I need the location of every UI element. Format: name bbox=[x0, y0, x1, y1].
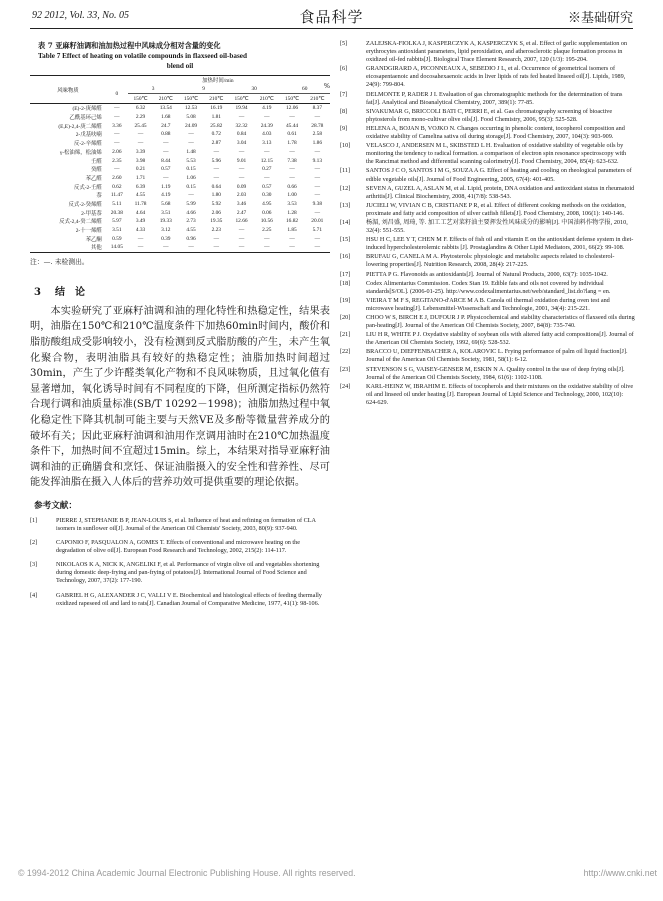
time-col-9: 9 bbox=[178, 85, 229, 94]
stub-header: 风味物质 bbox=[30, 76, 106, 104]
table-cell: — bbox=[163, 174, 169, 181]
reference-text: VELASCO J, ANDERSEN M L, SKIBSTED L H. Evaluation of oxidative stability of vegetable oils by monitoring the tendency to radical formation. a comparison of electron spin resonance spectroscopy with the Rancimat method and differential scanning calorimetry[J]. Food Chemistry, 2004, 85(4): 623-632. bbox=[366, 142, 627, 166]
table-cell: 6.32 bbox=[135, 105, 146, 112]
table-cell: 4.66 bbox=[186, 209, 196, 216]
conclusion-paragraph: 本实验研究了亚麻籽油调和油的理化特性和热稳定性，结果表明，油脂在150℃和210℃温度条件下加热60min时间内，酸价和脂肪酸组成受影响较小，没有检测到反式脂肪酸的产生，未产生氧化聚合物，表明油脂具有较好的热稳定性；油脂加热时间超过30min，产生了少许醛类氧化产物和不良风味物质，且过氧化值有显著增加，氧化诱导时间有不同程度的下降，但所测定指标仍然符合现行调和油质量标准(SB/T 10292－1998)；油脂加热过程中氧化稳定性下降其机制可能主要与天然VE及多酚等微量营养成分的破坏有关；因此亚麻籽油调和油用作烹调用油时在210℃加热温度条件下，加热时间不宜超过15min。综上，本结果对指导亚麻籽油调和油的正确膳食和烹饪、保证油脂摄入的安全性和营养性、尽可能发挥油脂在摄入人体后的营养功效可提供重要的理论依据。 bbox=[30, 305, 330, 489]
reference-text: HSU H C, LEE Y T, CHEN M F. Effects of fish oil and vitamin E on the antioxidant defense system in diet-induced hypercholesterolemic rabbits [J]. Prostaglandins & Other Lipid Mediators, 2001, 66(2): 99-108. bbox=[366, 236, 634, 252]
table-cell: 2.06 bbox=[112, 148, 122, 155]
reference-number: [19] bbox=[340, 296, 351, 304]
table-cell: 1.28 bbox=[287, 209, 297, 216]
reference-text: BRUFAU G, CANELA M A. Phytosterols: physiologic and metabolic aspects related to cholesterol-lowering properties[J]. Nutrition Research, 2008, 28(4): 217-225. bbox=[366, 253, 615, 269]
table-row bbox=[30, 121, 330, 130]
table-cell: 4.55 bbox=[186, 227, 196, 234]
table-cell: 4.55 bbox=[135, 192, 146, 199]
data-table bbox=[30, 75, 330, 253]
reference-number: [6] bbox=[340, 65, 348, 73]
table-cell: 3.12 bbox=[161, 227, 171, 234]
table-cell: 0.06 bbox=[262, 209, 272, 216]
reference-text: DELMONTE P, RADER J I. Evaluation of gas chromatographic methods for the determination of trans fat[J]. Analytical and Bioanalytical Chemistry, 2007, 389(1): 77-85. bbox=[366, 90, 623, 106]
table-cell: 19.94 bbox=[235, 105, 248, 112]
table-cell: — bbox=[314, 192, 321, 199]
table-row bbox=[30, 165, 330, 174]
compound-name: γ-松油烯，松油烯 bbox=[59, 149, 102, 156]
table-cell: 0.57 bbox=[262, 183, 272, 190]
table-cell: 7.38 bbox=[287, 157, 297, 164]
reference-number: [13] bbox=[340, 201, 351, 209]
compound-name: 反式-2-壬醛 bbox=[73, 184, 102, 191]
page-footer bbox=[18, 868, 657, 878]
table-cell: 0.21 bbox=[135, 166, 146, 173]
time-header: 加热时间/min bbox=[106, 76, 330, 85]
table-cell: 2.06 bbox=[211, 209, 221, 216]
temp-header: 150℃ bbox=[229, 94, 254, 104]
reference-number: [3] bbox=[30, 561, 38, 569]
table-cell: — bbox=[314, 235, 321, 242]
table-caption-cn: 表 7 亚麻籽油调和油加热过程中风味成分相对含量的变化 bbox=[38, 41, 221, 50]
table-cell: — bbox=[238, 114, 245, 121]
table-cell: 0.62 bbox=[112, 183, 122, 190]
table-cell: 4.33 bbox=[135, 227, 146, 234]
table-cell: — bbox=[188, 131, 194, 138]
table-cell: — bbox=[264, 174, 270, 181]
table-cell: 5.11 bbox=[112, 200, 122, 207]
table-cell: 4.03 bbox=[262, 131, 272, 138]
compound-name: 反式-2-癸烯醛 bbox=[68, 201, 102, 208]
reference-number: [20] bbox=[340, 314, 351, 321]
table-cell: 3.51 bbox=[112, 227, 122, 234]
reference-text: BRACCO U, DIEFFENBACHER A, KOLAROVIC L. Frying performance of palm oil liquid fraction[J]. Journal of the American Oil Chemists Society, 1981, 58(1): 6-12. bbox=[366, 348, 628, 364]
table-cell: 2.29 bbox=[135, 114, 146, 121]
table-cell: 2.60 bbox=[112, 174, 122, 181]
table-cell: 3.98 bbox=[135, 157, 146, 164]
reference-item bbox=[340, 185, 635, 201]
table-cell: 2.47 bbox=[236, 209, 247, 216]
table-cell: — bbox=[128, 243, 153, 252]
table-row bbox=[30, 208, 330, 217]
temp-header: 210℃ bbox=[204, 94, 229, 104]
table-row bbox=[30, 217, 330, 226]
table-cell: 25.82 bbox=[210, 122, 223, 129]
section-title: 结 论 bbox=[54, 286, 85, 298]
reference-number: [1] bbox=[30, 516, 38, 524]
table-cell: 0.66 bbox=[287, 183, 297, 190]
reference-text: HELENA A, BOJAN B, VOJKO N. Changes occurring in phenolic content, tocopherol composition and oxidative stability of Camelina sativa oil during storage[J]. Food Chemistry, 2007, 104(3): 903-909. bbox=[366, 124, 625, 141]
section-label: ※基础研究 bbox=[567, 11, 633, 26]
table-cell: 16.19 bbox=[210, 105, 223, 112]
reference-number: [4] bbox=[30, 591, 38, 599]
compound-name: 壬醛 bbox=[90, 158, 102, 165]
table-row bbox=[30, 200, 330, 209]
table-cell: — bbox=[204, 243, 229, 252]
copyright-notice: © 1994-2012 China Academic Journal Electronic Publishing House. All rights reserved. bbox=[18, 868, 356, 878]
table-row bbox=[30, 182, 330, 191]
reference-item bbox=[340, 125, 635, 141]
table-cell: 3.46 bbox=[236, 200, 247, 207]
table-cell: — bbox=[314, 174, 321, 181]
table-cell: 0.30 bbox=[262, 192, 272, 199]
table-cell: 28.78 bbox=[311, 122, 324, 129]
table-cell: 10.56 bbox=[260, 218, 273, 225]
reference-number: [15] bbox=[340, 236, 351, 244]
table-cell: 0.15 bbox=[186, 166, 196, 173]
reference-number: [18] bbox=[340, 279, 351, 287]
journal-title: 食品科学 bbox=[299, 8, 364, 26]
table-cell: 0.61 bbox=[287, 131, 297, 138]
table-cell: 16.82 bbox=[285, 218, 299, 225]
table-cell: — bbox=[213, 174, 219, 181]
table-cell: 9.13 bbox=[312, 157, 323, 164]
table-cell: — bbox=[314, 183, 321, 190]
temp-header: 150℃ bbox=[178, 94, 203, 104]
table-cell: 20.01 bbox=[311, 218, 324, 225]
table-row bbox=[30, 156, 330, 165]
reference-item bbox=[340, 65, 635, 89]
reference-number: [5] bbox=[340, 40, 348, 47]
table-cell: 1.19 bbox=[161, 183, 171, 190]
reference-text: SANTOS J C O, SANTOS I M G, SOUZA A G. Effect of heating and cooling on rheological parameters of edible vegetable oils[J]. Journal of Food Engineering, 2005, 67(4): 401-405. bbox=[366, 167, 632, 183]
table-cell: — bbox=[238, 235, 245, 242]
table-row bbox=[30, 234, 330, 243]
table-cell: — bbox=[279, 243, 304, 252]
table-cell: 3.13 bbox=[262, 140, 272, 147]
table-cell: 5.97 bbox=[112, 218, 122, 225]
table-caption-en-line2: blend oil bbox=[166, 62, 194, 70]
temp-header: 150℃ bbox=[279, 94, 304, 104]
table-cell: 1.06 bbox=[186, 174, 196, 181]
reference-number: [17] bbox=[340, 270, 351, 278]
table-cell: 8.37 bbox=[312, 105, 323, 112]
reference-text: ZALEJSKA-FIOLKA J, KASPERCZYK A, KASPERCZYK S, et al. Effect of garlic supplementation on erythrocytes antioxidant parameters, lipid peroxidation, and atherosclerotic plaque formation process in oxidized oil-fed rabbits[J]. Biological Trace Element Research, 2007, 120 (1/3): 195-204. bbox=[366, 40, 628, 64]
table-cell: 2.35 bbox=[112, 157, 122, 164]
table-cell: — bbox=[238, 174, 245, 181]
table-cell: — bbox=[314, 209, 321, 216]
reference-text: SIVAKUMAR G, BRICCOLI BATI C, PERRI E, et al. Gas chromatography screening of bioactive phytosterols from mono-cultivar olive oils[J]. Food Chemistry, 2006, 95(3): 525-528. bbox=[366, 107, 613, 123]
reference-item bbox=[340, 383, 635, 407]
table-cell: 1.85 bbox=[287, 227, 297, 234]
reference-number: [23] bbox=[340, 365, 351, 373]
reference-text: PIERRE J, STEPHANIE B P, JEAN-LOUIS S, et al. Influence of heat and refining on formation of CLA isomers in sunflower oil[J]. Journal of the American Oil Chemists' Society, 2003, 80(9): 937-940. bbox=[56, 516, 316, 532]
table-cell: 2.03 bbox=[236, 192, 247, 199]
table-cell: 1.48 bbox=[186, 148, 196, 155]
table-row bbox=[30, 148, 330, 157]
compound-name: 苯乙酮 bbox=[85, 236, 102, 243]
table-cell: — bbox=[289, 114, 295, 121]
table-cell: — bbox=[153, 243, 178, 252]
table-cell: — bbox=[289, 166, 295, 173]
reference-item bbox=[340, 202, 635, 218]
table-cell: 0.88 bbox=[161, 131, 171, 138]
reference-number: [12] bbox=[340, 184, 351, 192]
reference-number: [7] bbox=[340, 90, 348, 98]
table-cell: 5.08 bbox=[186, 114, 196, 121]
table-cell: 5.96 bbox=[211, 157, 221, 164]
table-cell: 0.39 bbox=[161, 235, 171, 242]
reference-text: CAPONIO F, PASQUALON A, GOMES T. Effects of conventional and microwave heating on the degradation of olive oil[J]. European Food Research and Technology, 2002, 215(2): 114-117. bbox=[56, 539, 300, 555]
table-cell: 0.96 bbox=[186, 235, 196, 242]
table-cell: 14.05 bbox=[106, 243, 128, 252]
table-cell: 0.59 bbox=[112, 235, 122, 242]
table-row bbox=[30, 139, 330, 148]
table-cell: 3.51 bbox=[161, 209, 171, 216]
page-number-volume: 92 2012, Vol. 33, No. 05 bbox=[32, 10, 129, 21]
table-cell: — bbox=[188, 192, 194, 199]
table-cell: 8.44 bbox=[161, 157, 171, 164]
reference-item bbox=[30, 539, 330, 555]
table-row bbox=[30, 113, 330, 122]
table-cell: 24.09 bbox=[184, 122, 198, 129]
page-header bbox=[30, 4, 633, 29]
footer-url: http://www.cnki.net bbox=[583, 868, 657, 878]
table-cell: 0.64 bbox=[211, 183, 221, 190]
reference-text: PIETTA P G. Flavonoids as antioxidants[J]. Journal of Natural Products, 2000, 63(7): 1035-1042. bbox=[366, 270, 608, 278]
table-cell: 0.57 bbox=[161, 166, 171, 173]
table-cell: 24.39 bbox=[260, 122, 273, 129]
reference-item bbox=[340, 91, 635, 107]
table-cell: 6.39 bbox=[135, 183, 146, 190]
table-row bbox=[30, 243, 330, 252]
references-heading: 参考文献： bbox=[34, 500, 77, 511]
table-cell: — bbox=[238, 148, 245, 155]
table-cell: — bbox=[213, 148, 219, 155]
compound-name: 萘 bbox=[96, 193, 102, 200]
reference-text: VIEIRA T M F S, REGITANO-d'ARCE M A B. Canola oil thermal oxidation during oven test and microwave heating[J]. Lebensmittel-Wissenschaft and Technologie, 2001, 34(4): 215-221. bbox=[366, 296, 610, 312]
reference-item bbox=[340, 348, 635, 364]
table-cell: 0.72 bbox=[211, 131, 221, 138]
compound-name: 苯乙醛 bbox=[85, 175, 102, 182]
reference-item bbox=[340, 108, 635, 124]
table-cell: 12.53 bbox=[184, 105, 198, 112]
table-cell: 1.68 bbox=[161, 114, 171, 121]
table-caption-en: Table 7 Effect of heating on volatile compounds in flaxseed oil-based bbox=[38, 52, 247, 60]
reference-number: [24] bbox=[340, 382, 351, 390]
reference-text: CHOO W S, BIRCH E J, DUFOUR J P. Physicochemical and stability characteristics of flaxseed oils during pan-heating[J]. Journal of the American Oil Chemists Society, 2007, 84(8): 735-740. bbox=[366, 314, 635, 330]
reference-text: GRANDGIRARD A, PICONNEAUX A, SEBEDIO J L, et al. Occurrence of geometrical isomers of eicosapentaenoic and docosahexaenoic acids in liver lipids of rats fed heated linseed oil[J]. Lipids, 1989, 24(9): 799-804. bbox=[366, 65, 626, 89]
table-cell: 2.73 bbox=[186, 218, 196, 225]
reference-item bbox=[340, 271, 635, 279]
table-cell: 2.58 bbox=[312, 131, 323, 138]
table-unit: % bbox=[323, 82, 330, 90]
compound-name: (E)-2-庚烯醛 bbox=[72, 106, 102, 113]
table-cell: — bbox=[137, 140, 144, 147]
table-cell: — bbox=[213, 166, 219, 173]
table-cell: — bbox=[163, 148, 169, 155]
table-cell: 11.47 bbox=[110, 192, 123, 199]
reference-item bbox=[340, 142, 635, 166]
table-cell: 0.27 bbox=[262, 166, 272, 173]
table-cell: — bbox=[289, 148, 295, 155]
reference-number: [10] bbox=[340, 142, 351, 150]
reference-item bbox=[340, 167, 635, 183]
table-cell: — bbox=[305, 243, 330, 252]
table-cell: 9.38 bbox=[312, 200, 323, 207]
reference-item bbox=[340, 331, 635, 347]
reference-text: KARL-HEINZ W, IBRAHIM E. Effects of tocopherols and their mixtures on the oxidative stability of olive oil and linseed oil under heating [J]. European Journal of Lipid Science and Technology, 2000, 102(10): 624-629. bbox=[366, 382, 634, 406]
table-cell: — bbox=[178, 243, 203, 252]
table-row bbox=[30, 130, 330, 139]
table-cell: — bbox=[314, 166, 321, 173]
reference-text: STEVENSON S G, VAISEY-GENSER M, ESKIN N A. Quality control in the use of deep frying oils[J]. Journal of the American Oil Chemists Society, 1984, 61(6): 1102-1108. bbox=[366, 365, 625, 381]
table-cell: — bbox=[289, 174, 295, 181]
reference-item bbox=[340, 280, 635, 296]
table-cell: 5.53 bbox=[186, 157, 196, 164]
reference-item bbox=[340, 219, 635, 235]
table-cell: 12.06 bbox=[285, 105, 299, 112]
reference-number: [16] bbox=[340, 253, 351, 261]
reference-number: [22] bbox=[340, 348, 351, 356]
table-cell: 5.92 bbox=[211, 200, 221, 207]
table-cell: 19.33 bbox=[159, 218, 172, 225]
table-cell: 3.04 bbox=[236, 140, 247, 147]
table-cell: 2.87 bbox=[211, 140, 221, 147]
compound-name: 其他 bbox=[30, 243, 106, 252]
temp-header: 150℃ bbox=[128, 94, 153, 104]
reference-item bbox=[340, 314, 635, 330]
table-cell: 19.35 bbox=[210, 218, 223, 225]
table-cell: — bbox=[114, 131, 120, 138]
reference-text: 杨湄, 刘昌盛, 周琦, 等. 加工工艺对菜籽油主要挥发性风味成分的影响[J]. 中国油料作物学报, 2010, 32(4): 551-555. bbox=[366, 218, 628, 235]
table-cell: 3.53 bbox=[287, 200, 297, 207]
table-cell: 4.19 bbox=[262, 105, 272, 112]
temp-header: 210℃ bbox=[305, 94, 330, 104]
table-cell: — bbox=[114, 166, 120, 173]
reference-text: LIU H R, WHITE P J. Oxydative stability of soybean oils with altered fatty acid compositions[J]. Journal of the American Oil Chemists Society, 1992, 69(6): 528-532. bbox=[366, 331, 634, 347]
compound-name: 乙酰基环己烯 bbox=[69, 115, 102, 122]
table-cell: 11.78 bbox=[134, 200, 147, 207]
right-column bbox=[340, 40, 635, 408]
temp-header: 210℃ bbox=[153, 94, 178, 104]
table-cell: — bbox=[314, 114, 321, 121]
reference-text: NIKOLAOS K A, NICK K, ANGELIKI F, et al. Performance of virgin olive oil and vegetables shortening during domestic deep-frying and pan-frying of potatoes[J]. International Journal of Food Science and Technology, 2007, 37(2): 177-190. bbox=[56, 561, 320, 585]
table-cell: 1.71 bbox=[135, 174, 146, 181]
table-cell: — bbox=[163, 140, 169, 147]
table-cell: 0.84 bbox=[236, 131, 247, 138]
compound-name: (E,E)-2,4-庚二烯醛 bbox=[58, 123, 102, 130]
reference-text: JUCIELI W, VIVIAN C B, CRISTIANE P R, et al. Effect of different cooking methods on the oxidation, proximate and fatty acid composition of silver catfish fillets[J]. Food Chemistry, 2008, 106(1): 140-146. bbox=[366, 201, 626, 217]
table-cell: 9.01 bbox=[236, 157, 247, 164]
table-cell: 3.49 bbox=[135, 218, 146, 225]
table-cell: 12.66 bbox=[235, 218, 248, 225]
table-cell: 25.45 bbox=[134, 122, 147, 129]
table-cell: — bbox=[289, 235, 295, 242]
table-cell: — bbox=[264, 148, 270, 155]
reference-item bbox=[30, 592, 330, 608]
time-col-0: 0 bbox=[106, 85, 128, 104]
reference-number: [8] bbox=[340, 107, 348, 115]
reference-number: [9] bbox=[340, 124, 348, 132]
table-cell: — bbox=[114, 114, 120, 121]
table-row bbox=[30, 104, 330, 113]
table-cell: — bbox=[238, 227, 245, 234]
table-cell: 4.64 bbox=[135, 209, 146, 216]
table-cell: 32.32 bbox=[235, 122, 248, 129]
table-cell: 0.09 bbox=[236, 183, 247, 190]
table-row bbox=[30, 174, 330, 183]
table-cell: 3.36 bbox=[112, 122, 122, 129]
table-cell: — bbox=[137, 235, 144, 242]
reference-item bbox=[340, 366, 635, 382]
table-cell: 2.23 bbox=[211, 227, 221, 234]
table-cell: — bbox=[114, 105, 120, 112]
reference-item bbox=[30, 517, 330, 533]
table-cell: 0.15 bbox=[186, 183, 196, 190]
reference-text: SEVEN A, GUZEL A, ASLAN M, et al. Lipid, protein, DNA oxidation and antioxidant status in rheumatoid arthritis[J]. Clinical Biochemistry, 2008, 41(7/8): 538-543. bbox=[366, 184, 635, 200]
table-cell: 5.71 bbox=[312, 227, 323, 234]
table-cell: — bbox=[229, 243, 254, 252]
time-col-30: 30 bbox=[229, 85, 280, 94]
section-number: 3 bbox=[34, 286, 41, 298]
table-cell: 4.95 bbox=[262, 200, 272, 207]
table-cell: — bbox=[314, 148, 321, 155]
table-row bbox=[30, 226, 330, 235]
table-cell: 1.81 bbox=[211, 114, 221, 121]
reference-number: [11] bbox=[340, 167, 351, 175]
table-cell: — bbox=[137, 131, 144, 138]
reference-number: [2] bbox=[30, 539, 38, 547]
compound-name: 反式-2,4-癸二烯醛 bbox=[59, 219, 102, 226]
table-cell: — bbox=[213, 235, 219, 242]
section-heading bbox=[34, 283, 330, 298]
reference-number: [14] bbox=[340, 218, 351, 226]
table-note: 注：—. 未检测出。 bbox=[30, 257, 89, 266]
time-col-60: 60 bbox=[279, 85, 330, 94]
reference-number: [21] bbox=[340, 331, 351, 339]
compound-name: 2-十一烯醛 bbox=[75, 228, 102, 235]
table-cell: 1.80 bbox=[211, 192, 221, 199]
compound-name: 2-甲基萘 bbox=[81, 210, 102, 217]
table-row bbox=[30, 191, 330, 200]
table-cell: — bbox=[114, 140, 120, 147]
reference-item bbox=[340, 297, 635, 313]
table-cell: 4.19 bbox=[161, 192, 171, 199]
table-cell: 1.86 bbox=[312, 140, 323, 147]
table-cell: — bbox=[264, 235, 270, 242]
compound-name: 癸醛 bbox=[90, 167, 102, 174]
reference-item bbox=[340, 253, 635, 269]
table-cell: — bbox=[254, 243, 279, 252]
table-cell: 3.39 bbox=[135, 148, 146, 155]
reference-item bbox=[30, 561, 330, 585]
table-cell: — bbox=[264, 114, 270, 121]
table-cell: 45.44 bbox=[285, 122, 299, 129]
table-cell: 2.25 bbox=[262, 227, 272, 234]
temp-header: 210℃ bbox=[254, 94, 279, 104]
reference-text: Codex Alimentarius Commission. Codex Stan 19. Edible fats and oils not covered by individual standards[S/OL]. (2006-01-25). http://www.codexalimentarius.net/web/standard_list.do?lang = en. bbox=[366, 279, 611, 295]
left-column bbox=[30, 40, 330, 609]
table-cell: 24.7 bbox=[161, 122, 171, 129]
table-cell: 5.99 bbox=[186, 200, 196, 207]
time-col-3: 3 bbox=[128, 85, 179, 94]
table-cell: 20.38 bbox=[110, 209, 123, 216]
compound-name: 2-戊基呋喃 bbox=[75, 132, 102, 139]
table-cell: — bbox=[238, 166, 245, 173]
reference-item bbox=[340, 40, 635, 64]
table-cell: 13.54 bbox=[159, 105, 172, 112]
table-cell: 5.68 bbox=[161, 200, 171, 207]
reference-item bbox=[340, 236, 635, 252]
table-cell: 12.15 bbox=[260, 157, 273, 164]
table-cell: 1.00 bbox=[287, 192, 297, 199]
table-cell: 1.78 bbox=[287, 140, 297, 147]
table-cell: — bbox=[188, 140, 194, 147]
reference-text: GABRIEL H G, ALEXANDER J C, VALLI V E. Biochemical and histological effects of feeding thermally oxidized rapeseed oil and lard to rats[J]. Canadian Journal of Comparative Medicine, 1977, 41(1): 98-106. bbox=[56, 591, 322, 607]
compound-name: 反-2-辛烯醛 bbox=[73, 141, 102, 148]
